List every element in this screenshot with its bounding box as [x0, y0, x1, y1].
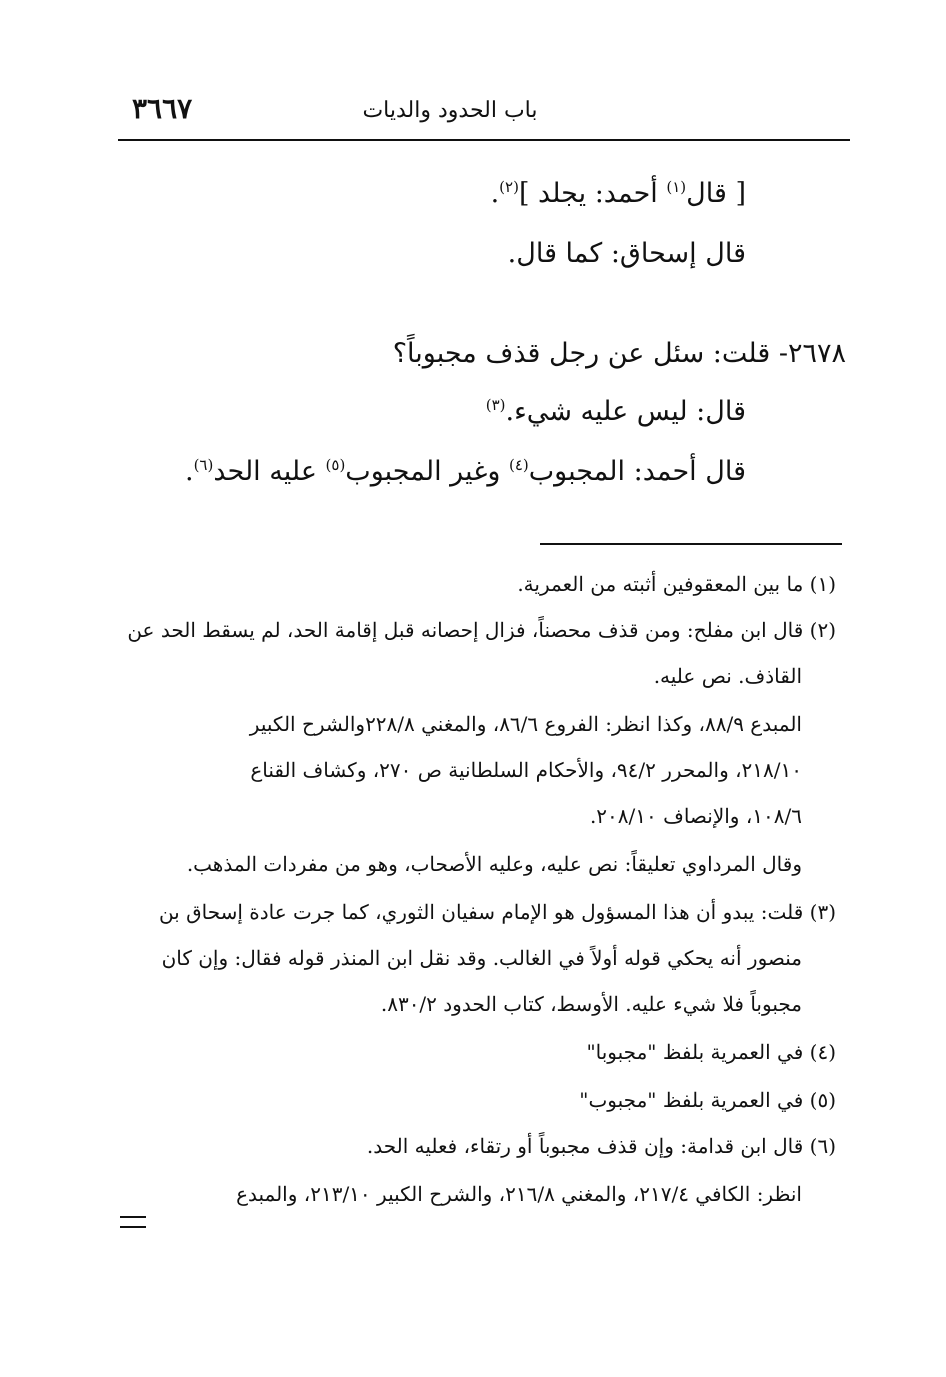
footnote-3-line-3: مجبوباً فلا شيء عليه. الأوسط، كتاب الحدود ٨٣٠/٢. — [380, 992, 802, 1016]
main-line-1-text-b: أحمد: يجلد ] — [518, 178, 667, 209]
answer-2-text-d: . — [184, 456, 194, 487]
footnote-4: (٤) في العمرية بلفظ "مجبوبا" — [586, 1040, 836, 1064]
footnote-2-line-4: ٢١٨/١٠، والمحرر ٩٤/٢، والأحكام السلطانية ص ٢٧٠، وكشاف القناع — [250, 758, 802, 782]
main-line-1-text-c: . — [490, 178, 500, 209]
footnote-ref-5: (٥) — [325, 456, 346, 474]
footnote-ref-6: (٦) — [193, 456, 214, 474]
footnote-2-line-2: القاذف. نص عليه. — [653, 664, 802, 688]
answer-2-text-a: قال أحمد: المجبوب — [528, 456, 746, 487]
main-line-1-text-a: [ قال — [686, 178, 746, 209]
footnote-ref-2: (٢) — [499, 178, 519, 196]
footnote-2-line-5: ١٠٨/٦، والإنصاف ٢٠٨/١٠. — [589, 804, 802, 828]
footnote-6-line-2: انظر: الكافي ٢١٧/٤، والمغني ٢١٦/٨، والشرح الكبير ٢١٣/١٠، والمبدع — [236, 1182, 802, 1206]
footnote-1: (١) ما بين المعقوفين أثبته من العمرية. — [517, 572, 836, 596]
main-line-1 — [491, 178, 746, 209]
footnote-2-line-6: وقال المرداوي تعليقاً: نص عليه، وعليه الأصحاب، وهو من مفردات المذهب. — [186, 852, 802, 876]
header-rule — [118, 139, 850, 141]
footnote-ref-4: (٤) — [508, 456, 529, 474]
answer-2-text-b: وغير المجبوب — [345, 456, 509, 487]
footnote-2-line-1: (٢) قال ابن مفلح: ومن قذف محصناً، فزال إحصانه قبل إقامة الحد، لم يسقط الحد عن — [127, 618, 836, 642]
continuation-mark — [120, 1216, 146, 1228]
footnote-3-line-1: (٣) قلت: يبدو أن هذا المسؤول هو الإمام سفيان الثوري، كما جرت عادة إسحاق بن — [158, 900, 836, 924]
answer-1-text: قال: ليس عليه شيء. — [505, 396, 746, 427]
page-number: ٣٦٦٧ — [132, 92, 193, 125]
footnote-6-line-1: (٦) قال ابن قدامة: وإن قذف مجبوباً أو رتقاء، فعليه الحد. — [366, 1134, 836, 1158]
answer-line-2 — [185, 456, 746, 487]
footnote-5: (٥) في العمرية بلفظ "مجبوب" — [579, 1088, 836, 1112]
footnote-ref-1: (١) — [666, 178, 687, 196]
question-line — [393, 338, 846, 369]
question-number: ٢٦٧٨- — [778, 338, 846, 369]
main-line-2: قال إسحاق: كما قال. — [507, 238, 746, 269]
footnote-ref-3: (٣) — [485, 396, 506, 414]
question-text: قلت: سئل عن رجل قذف مجبوباً؟ — [392, 338, 771, 369]
answer-line-1 — [486, 396, 746, 427]
chapter-title: باب الحدود والديات — [362, 98, 538, 123]
answer-2-text-c: عليه الحد — [213, 456, 326, 487]
footnote-2-line-3: المبدع ٨٨/٩، وكذا انظر: الفروع ٨٦/٦، والمغني ٢٢٨/٨والشرح الكبير — [249, 712, 802, 736]
footnote-3-line-2: منصور أنه يحكي قوله أولاً في الغالب. وقد نقل ابن المنذر قوله فقال: وإن كان — [161, 946, 802, 970]
footnote-separator — [540, 543, 842, 545]
